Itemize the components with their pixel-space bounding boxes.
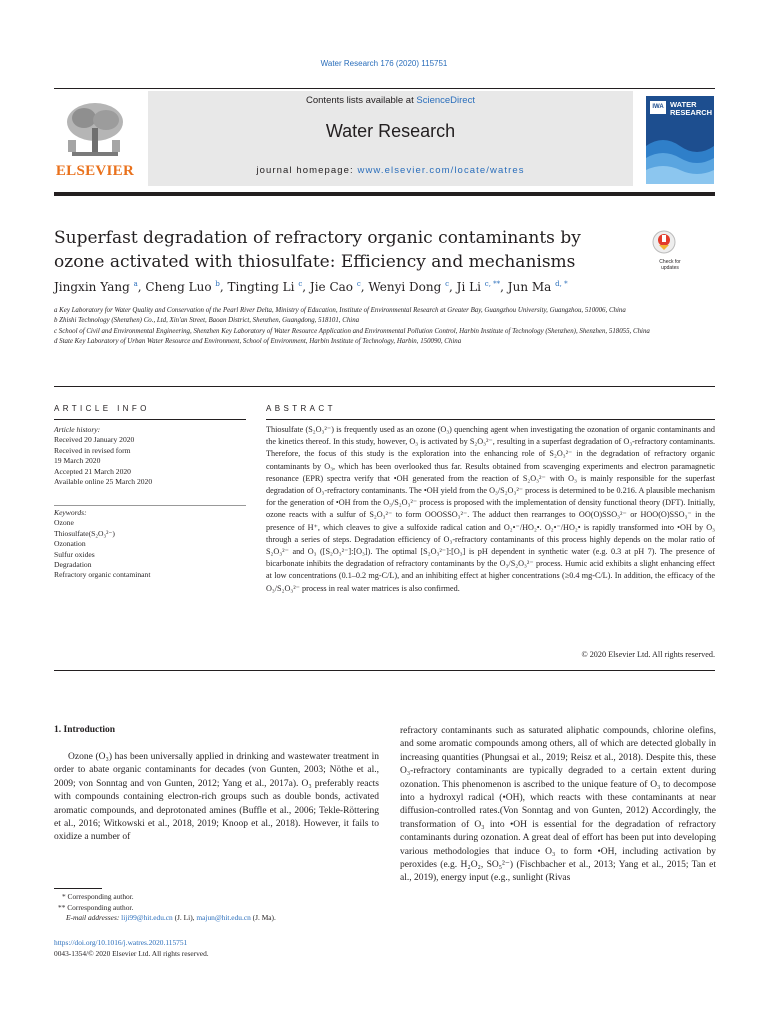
article-title: Superfast degradation of refractory organic contaminants by ozone activated with thiosulfate: Efficiency and mechanisms: [54, 228, 581, 272]
affiliation: b Zhishi Technology (Shenzhen) Co., Ltd, Xin'an Street, Baoan District, Shenzhen, Guangdong, 518101, China: [54, 317, 360, 325]
divider: [54, 505, 246, 506]
affiliation: d State Key Laboratory of Urban Water Resource and Environment, School of Environment, Harbin Institute of Technology, Harbin, 150090, China: [54, 338, 462, 346]
divider: [54, 670, 715, 671]
check-updates-label-2: updates: [661, 265, 679, 271]
email-line: [54, 913, 379, 924]
divider: [54, 386, 715, 387]
contents-line: [148, 95, 633, 106]
corresponding-author-note: * Corresponding author.: [62, 892, 134, 901]
affiliation: c School of Civil and Environmental Engineering, Shenzhen Key Laboratory of Water Resource Application and Environmental Pollution Control, Harbin Institute of Technology (Shenzhen), Shenzhen, 518055, China: [54, 327, 650, 335]
body-column-left: Ozone (O₃) has been universally applied in drinking and wastewater treatment in order to abate organic contaminants for decades (von Gunten, 2003; Nöthe et al., 2009; von Sonntag and von Gunten, 2012; Yang et al., 2017a). O₃ preferably reacts with compounds containing electron-rich groups such as double bonds, activated aromatic compounds, and deprotonated amines (Buffle et al., 2006; Tekle-Röttering et al., 2016; Witkowski et al., 2018, 2019; Knoop et al., 2018). However, it fails to oxidize a number of: [54, 752, 379, 843]
body-column-right: refractory contaminants such as saturated aliphatic compounds, chlorine olefins, and some aromatic compounds among others, all of which are detected globally in increasing quantities (Phungsai et al., 2019; Reisz et al., 2018). Despite this, these O₃-refractory contaminants are typically degraded to a certain extent during ozonation. This phenomenon is ascribed to the unique feature of O₃ to decompose into a hydroxyl radical (•OH), which reacts with these contaminants at near diffusion-controlled rates.(Von Sonntag and von Gunten, 2012) Accordingly, the transformation of O₃ into •OH is essential for the degradation of refractory contaminants during ozonation. A great deal of effort has been put into developing various methodologies that induce O₃ to form •OH, including activation by peroxides (e.g. H₂O₂, SO₅²⁻) (Fischbacher et al., 2013; Yang et al., 2015; Tan et al., 2019), energy input (e.g., sunlight (Rivas: [400, 726, 716, 884]
history-item: 19 March 2020: [54, 456, 101, 466]
doi-link[interactable]: https://doi.org/10.1016/j.watres.2020.115751: [54, 938, 188, 947]
history-item: Received 20 January 2020: [54, 435, 135, 445]
author[interactable]: Tingting Li $^c$,: [227, 280, 310, 294]
divider: [266, 419, 715, 420]
footnote-divider: [54, 888, 102, 889]
divider: [54, 419, 246, 420]
email-owner: (J. Ma).: [252, 913, 276, 923]
homepage-link[interactable]: www.elsevier.com/locate/watres: [357, 165, 525, 176]
history-label: Article history:: [54, 425, 101, 434]
email-label: E-mail addresses:: [66, 913, 120, 923]
history-item: Accepted 21 March 2020: [54, 466, 131, 476]
cover-wave-icon: [646, 126, 714, 184]
keyword: Sulfur oxides: [54, 549, 95, 559]
cover-title: [670, 101, 712, 117]
keyword: Thiosulfate(S₂O₃²⁻): [54, 528, 115, 538]
homepage-prefix: journal homepage:: [256, 165, 358, 176]
author[interactable]: Cheng Luo $^b$,: [145, 280, 228, 294]
iwa-badge: IWA: [650, 101, 666, 114]
affiliation: a Key Laboratory for Water Quality and Conservation of the Pearl River Delta, Ministry of Education, Institute of Environmental Research at Greater Bay, Guangzhou University, Guangzhou, 510006, China: [54, 307, 626, 314]
email-link[interactable]: majun@hit.edu.cn: [196, 913, 251, 923]
affiliations: [54, 306, 714, 348]
masthead-center: [148, 91, 633, 186]
check-updates-label-1: Check for: [659, 259, 681, 265]
footnotes: [54, 892, 379, 924]
copyright-line: © 2020 Elsevier Ltd. All rights reserved.: [581, 650, 715, 659]
elsevier-tree-icon: [62, 100, 128, 160]
doi-block: [54, 938, 379, 959]
email-link[interactable]: liji99@hit.edu.cn: [121, 913, 173, 923]
journal-name: Water Research: [325, 121, 456, 141]
author[interactable]: Jie Cao $^c$,: [309, 280, 369, 294]
keyword: Refractory organic contaminant: [54, 570, 151, 580]
journal-cover[interactable]: [646, 96, 714, 184]
journal-citation[interactable]: Water Research 176 (2020) 115751: [320, 59, 448, 68]
author[interactable]: Ji Li $^{c, **}$,: [456, 280, 508, 294]
author[interactable]: Jun Ma $^{d, *}$: [507, 280, 568, 294]
abstract-text: Thiosulfate (S₂O₃²⁻) is frequently used as an ozone (O₃) quenching agent when investigating the ozonation of organic contaminants and the kinetics thereof. In this study, however, O₃ is activated by S₂O₃²⁻, resulting in a superfast degradation of O₃-refractory contaminants. Therefore, the focus of this study is the exploration into the enhancing role of S₂O₃²⁻ in the degradation of refractory organic contaminants by O₃, which has been overlooked thus far. Results obtained from scavenging experiments and electron paramagnetic resonance (EPR) spectra verify that •OH generated from the reaction of S₂O₃²⁻ with O₃ is mainly responsible for the superfast degradation of O₃-refractory contaminants. The •OH yield from the O₃/S₂O₃²⁻ process is determined to be 0.216. A plausible mechanism for the generation of •OH from the O₃/S₂O₃²⁻ process is proposed with the implementation of density functional theory (DFT). Initially, ozone reacts with a sulfur of S₂O₃²⁻ to form OOOSSO₃²⁻. The adduct then rearranges to OO(O)SSO₃²⁻ or HOO(O)SSO₃⁻ in the presence of H⁺, which cleaves to give a sulfoxide radical cation and O₂•⁻/HO₂•. O₂•⁻/HO₂• is rapidly transformed into •OH by O₃ through a series of steps. Degradation efficiency of O₃-refractory contaminants of this process highly depends on the molar ratio of S₂O₃²⁻ and O₃ ([S₂O₃²⁻]:[O₃]). The optimal [S₂O₃²⁻]:[O₃] is pH dependent in synthetic water (e.g. 0.3 at pH 7). The presence of bicarbonate inhibits the degradation of refractory contaminants by the O₃/S₂O₃²⁻ process. Humic acid exhibits a slight enhancing effect at low concentrations (0.1–0.2 mg-C/L), and an inhibiting effect at higher concentrations (≥0.4 mg-C/L). In addition, the efficacy of the O₃/S₂O₃²⁻ process in real water matrices is also confirmed.: [266, 425, 715, 593]
article-info-heading: ARTICLE INFO: [54, 404, 150, 413]
issn-line: 0043-1354/© 2020 Elsevier Ltd. All rights reserved.: [54, 948, 209, 958]
author[interactable]: Wenyi Dong $^c$,: [368, 280, 457, 294]
keyword: Ozonation: [54, 539, 86, 549]
check-updates-icon: [652, 230, 676, 254]
cover-title-line-2: RESEARCH: [670, 108, 713, 117]
publisher-wordmark: ELSEVIER: [55, 163, 135, 179]
keywords-label: Keywords:: [54, 508, 87, 517]
contents-prefix: Contents lists available at: [306, 95, 417, 106]
sciencedirect-link[interactable]: ScienceDirect: [416, 95, 475, 106]
abstract-heading: ABSTRACT: [266, 404, 336, 413]
keyword: Ozone: [54, 518, 74, 528]
corresponding-author-note: ** Corresponding author.: [58, 902, 134, 912]
author-list: [54, 280, 714, 294]
keyword: Degradation: [54, 560, 92, 570]
email-owner: (J. Li),: [174, 913, 195, 923]
homepage-line: [148, 165, 633, 176]
history-item: Received in revised form: [54, 445, 131, 455]
article-history: [54, 425, 246, 487]
section-heading-introduction: 1. Introduction: [54, 725, 116, 735]
history-item: Available online 25 March 2020: [54, 477, 153, 487]
keywords: [54, 508, 246, 581]
check-for-updates-button[interactable]: [652, 230, 688, 270]
author[interactable]: Jingxin Yang $^a$,: [54, 280, 146, 294]
cover-title-line-1: WATER: [670, 100, 697, 109]
publisher-logo[interactable]: [54, 98, 136, 184]
